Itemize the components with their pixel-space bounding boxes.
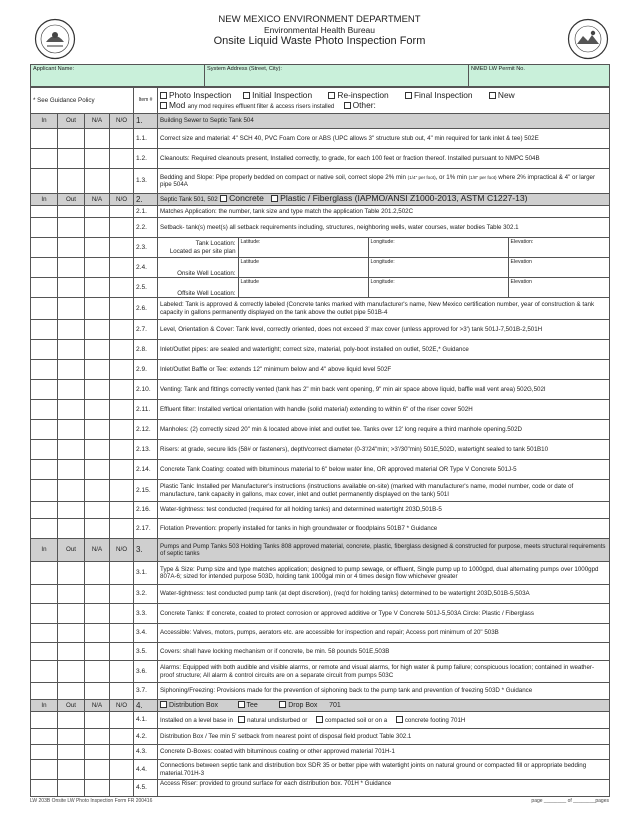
table-row: 1.3. Bedding and Slope: Pipe properly bedded on compact or native soil, correct slope 2% min (1/4" per foot), or 1% min (1/8" per foot) where 2% impractical & 4" or larger pipe 504A — [31, 169, 610, 194]
system-address-field[interactable]: System Address (Street, City): — [205, 65, 469, 87]
section-header: In Out N/A N/O 1. Building Sewer to Septic Tank 504 — [31, 114, 610, 129]
initial-inspection-checkbox[interactable] — [243, 92, 250, 99]
form-id: LW 203B Onsite LW Photo Inspection Form FR 200416 — [30, 798, 153, 804]
table-row: 3.6. Alarms: Equipped with both audible and visible alarms, or remote and visual alarms, for high water & pump failure; conspicuous location; contained in weather-proof structure; All alarm & control circuits are on a separate circuit from pumps 503C — [31, 661, 610, 683]
department-name: NEW MEXICO ENVIRONMENT DEPARTMENT — [218, 14, 421, 25]
photo-inspection-checkbox[interactable] — [160, 92, 167, 99]
table-row: 2.10. Venting: Tank and fittings correctly vented (tank has 2" min back vent opening, 9" min air space above liquid, baffle wall vent area) 502G,502I — [31, 380, 610, 400]
drop-box-checkbox[interactable] — [279, 701, 286, 708]
table-row: 2.3. Tank Location: Located as per site plan Latitude: Longitude: Elevation: — [31, 238, 610, 258]
table-row: 3.1. Type & Size: Pump size and type matches application; designed to pump sewage, or effluent, Single pump up to 1000gpd, dual alternating pumps over 1000gpd 807A-6; sized for intended purpose 503D, holding tank 1000gal min or 4 times design flow whichever greater — [31, 562, 610, 585]
table-row: 2.16. Water-tightness: test conducted (required for all holding tanks) and determined watertight 203D,501B-5 — [31, 502, 610, 519]
onsite-well-longitude-field[interactable]: Longitude: — [368, 258, 508, 277]
reinspection-checkbox[interactable] — [328, 92, 335, 99]
guidance-policy: * See Guidance Policy — [31, 88, 134, 114]
table-row: 3.2. Water-tightness: test conducted pump tank (at dept discretion), (req'd for holding tanks) determined to be watertight 203D,501B-5,503A — [31, 585, 610, 604]
offsite-well-latitude-field[interactable]: Latitude — [238, 278, 368, 297]
table-row: 2.13. Risers: at grade, secure lids (58# or fasteners), depth/correct diameter (0-3'/24"min; >3'/30"min) 501E,502D, watertight sealed to tank 501B10 — [31, 440, 610, 460]
bureau-name: Environmental Health Bureau — [263, 25, 376, 35]
offsite-well-elevation-field[interactable]: Elevation — [510, 279, 532, 285]
table-row: 4.2. Distribution Box / Tee min 5' setback from nearest point of disposal field product Table 302.1 — [31, 729, 610, 745]
concrete-tank-checkbox[interactable] — [220, 195, 227, 202]
table-row: 2.5. Offsite Well Location: Latitude Longitude: Elevation — [31, 278, 610, 298]
plastic-tank-checkbox[interactable] — [271, 195, 278, 202]
tee-checkbox[interactable] — [238, 701, 245, 708]
table-row: 2.7. Level, Orientation & Cover: Tank level, correctly oriented, does not exceed 3' max cover (unless approved for >3') tank 501J-7,501B-2,501H — [31, 320, 610, 340]
table-row: 2.17. Flotation Prevention: properly installed for tanks in high groundwater or floodplains 501B7 * Guidance — [31, 519, 610, 539]
form-title: Onsite Liquid Waste Photo Inspection Form — [213, 35, 426, 47]
inspection-form — [30, 14, 609, 797]
table-row: 3.5. Covers: shall have locking mechanism or if concrete, be min. 58 pounds 501E,503B — [31, 643, 610, 661]
table-row: 2.6. Labeled: Tank is approved & correctly labeled (Concrete tanks marked with manufacturer's name, New Mexico certification number, year of construction & tank capacity in gallons permanently displayed on the tank above the outlet pipe 501B-4 — [31, 298, 610, 320]
section-header: In Out N/A N/O 3. Pumps and Pump Tanks 503 Holding Tanks 808 approved material, concrete, plastic, fiberglass designed & constructed for purpose, meets structural requirements of septic tanks — [31, 539, 610, 562]
tank-longitude-field[interactable]: Longitude: — [368, 238, 508, 257]
section-header: In Out N/A N/O 2. Septic Tank 501, 502 Concrete Plastic / Fiberglass (IAPMO/ANSI Z1000-2013, ASTM C1227-13) — [31, 194, 610, 206]
section-title: Building Sewer to Septic Tank 504 — [158, 114, 610, 129]
permit-number-field[interactable]: NMED LW Permit No. — [469, 65, 610, 87]
applicant-table — [30, 64, 610, 87]
form-header — [30, 14, 609, 64]
new-checkbox[interactable] — [489, 92, 496, 99]
table-row: 2.1. Matches Application: the number, tank size and type match the application Table 201.2,502C — [31, 206, 610, 218]
offsite-well-longitude-field[interactable]: Longitude: — [368, 278, 508, 297]
page-footer — [30, 798, 609, 804]
item-number-header: Item # — [134, 88, 158, 114]
table-row: 4.4. Connections between septic tank and distribution box SDR 35 or better pipe with watertight joints on natural ground or compacted fill or appropriate bedding material.701H-3 — [31, 760, 610, 780]
page-count: page ________ of ________pages — [531, 798, 609, 804]
table-row: 2.9. Inlet/Outlet Baffle or Tee: extends 12" minimum below and 4" above liquid level 502F — [31, 360, 610, 380]
state-seal-icon — [34, 18, 76, 60]
table-row: 3.7. Siphoning/Freezing: Provisions made for the prevention of siphoning back to the pump tank and prevention of freezing 503D * Guidance — [31, 683, 610, 700]
table-row: 3.4. Accessible: Valves, motors, pumps, aerators etc. are accessible for inspection and repair; Access port minimum of 20" 503B — [31, 624, 610, 643]
table-row: 2.11. Effluent filter: Installed vertical orientation with handle (solid material) extending to within 6" of the riser cover 502H — [31, 400, 610, 420]
table-row: 4.5. Access Riser: provided to ground surface for each distribution box. 701H * Guidance — [31, 780, 610, 797]
distribution-box-checkbox[interactable] — [160, 701, 167, 708]
table-row: 2.4. Onsite Well Location: Latitude Longitude: Elevation — [31, 258, 610, 278]
table-row: 2.12. Manholes: (2) correctly sized 20" min & located above inlet and outlet tee. Tanks over 12' long require a third manhole opening.502D — [31, 420, 610, 440]
table-row: 3.3. Concrete Tanks: If concrete, coated to protect corrosion or approved additive or Type V Concrete 501J-5,503A Circle: Plastic / Fiberglass — [31, 604, 610, 624]
section-header: In Out N/A N/O 4. Distribution Box Tee Drop Box 701 — [31, 700, 610, 712]
applicant-name-field[interactable]: Applicant Name: — [31, 65, 205, 87]
section-title: Pumps and Pump Tanks 503 Holding Tanks 808 approved material, concrete, plastic, fiberglass designed & constructed for purpose, meets structural requirements of septic tanks — [158, 539, 610, 562]
tank-latitude-field[interactable]: Latitude: — [238, 238, 368, 257]
mod-checkbox[interactable] — [160, 102, 167, 109]
table-row: 4.1. Installed on a level base in natural undisturbed or compacted soil or on a concrete footing 701H — [31, 712, 610, 729]
table-row: 2.14. Concrete Tank Coating: coated with bituminous material to 6" below water line, OR approved material OR Type V Concrete 501J-5 — [31, 460, 610, 480]
table-row: 2.2. Setback- tank(s) meet(s) all setback requirements including, structures, neighboring wells, water courses, water bodies Table 302.1 — [31, 218, 610, 238]
table-row: 4.3. Concrete D-Boxes: coated with bituminous coating or other approved material 701H-1 — [31, 745, 610, 760]
table-row: 1.1. Correct size and material: 4" SCH 40, PVC Foam Core or ABS (UPC allows 3" structure stub out, 4" min required for tank inlet & tee) 502E — [31, 129, 610, 149]
table-row: 2.15. Plastic Tank: Installed per Manufacturer's instructions (instructions available on-site) (marked with manufacturer's name, model number, code or date of manufacture, tank capacity in gallons, max cover, inlet and outlet permanently displayed on the tank) 501I — [31, 480, 610, 502]
environment-dept-logo-icon — [567, 18, 609, 60]
table-row: 2.8. Inlet/Outlet pipes: are sealed and watertight; correct size, material, poly-boot installed on outlet, 502E,* Guidance — [31, 340, 610, 360]
final-inspection-checkbox[interactable] — [405, 92, 412, 99]
checklist-table — [30, 87, 610, 797]
table-row: 1.2. Cleanouts: Required cleanouts present, Installed correctly, to grade, for each 100 feet or fraction thereof. Installed pursuant to NMPC 504B — [31, 149, 610, 169]
concrete-footing-checkbox[interactable] — [396, 716, 403, 723]
other-checkbox[interactable] — [344, 102, 351, 109]
inspection-type-options: Photo Inspection Initial Inspection Re-inspection Final Inspection New Mod any mod requires effluent filter & access risers installed Other: — [158, 88, 610, 114]
tank-elevation-field[interactable]: Elevation: — [510, 239, 534, 245]
onsite-well-elevation-field[interactable]: Elevation — [510, 259, 532, 265]
natural-undisturbed-checkbox[interactable] — [238, 716, 245, 723]
onsite-well-latitude-field[interactable]: Latitude — [238, 258, 368, 277]
compacted-soil-checkbox[interactable] — [316, 716, 323, 723]
